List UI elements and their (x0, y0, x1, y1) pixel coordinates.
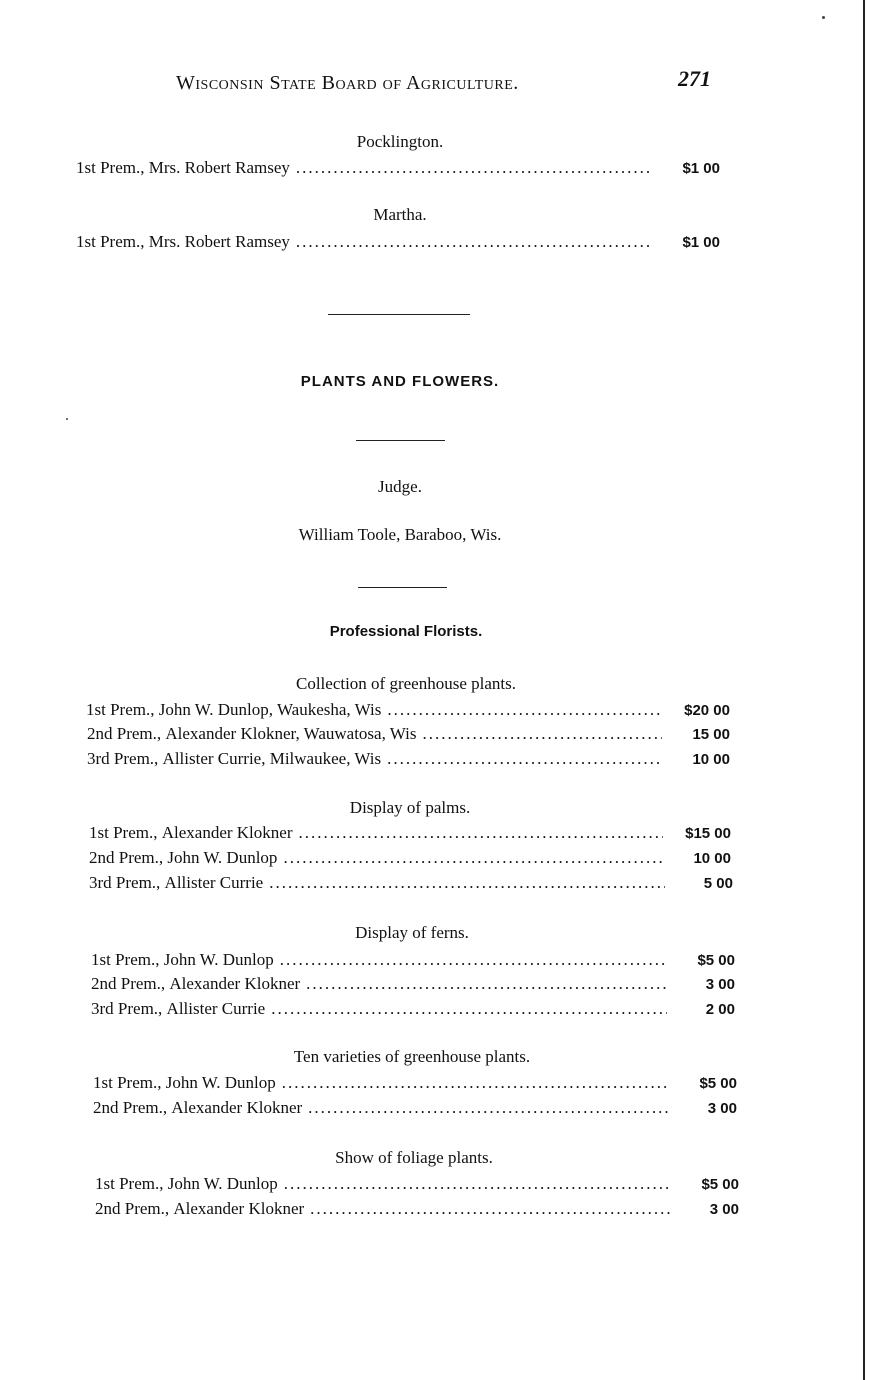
award-amount: 5 00 (703, 875, 733, 892)
award-winner: Alexander Klokner (161, 823, 293, 842)
award-winner: Alexander Klokner, Wauwatosa, Wis (165, 724, 417, 743)
award-entry (95, 1174, 739, 1194)
award-amount: 3 00 (707, 1100, 737, 1117)
award-entry (87, 749, 730, 769)
dot-leader (299, 823, 664, 843)
award-place: 3rd Prem., (89, 873, 161, 892)
scan-speck (822, 16, 825, 19)
award-place: 2nd Prem., (95, 1199, 170, 1218)
award-amount: $1 00 (682, 160, 720, 177)
award-amount: $5 00 (699, 1075, 737, 1092)
award-place: 1st Prem., (91, 950, 160, 969)
department-title: PLANTS AND FLOWERS. (300, 373, 500, 390)
award-winner: Alexander Klokner (169, 974, 301, 993)
running-title: Wisconsin State Board of Agriculture. (176, 72, 519, 94)
award-winner: Alexander Klokner (171, 1098, 303, 1117)
divider-rule (356, 440, 445, 441)
award-winner: Allister Currie (164, 873, 264, 892)
award-winner: John W. Dunlop (167, 848, 278, 867)
award-winner: John W. Dunlop (165, 1073, 276, 1092)
dot-leader (271, 999, 667, 1019)
award-amount: $5 00 (701, 1176, 739, 1193)
award-entry (89, 823, 731, 843)
award-winner: Allister Currie (166, 999, 266, 1018)
award-winner: John W. Dunlop (163, 950, 274, 969)
award-amount: 15 00 (692, 726, 730, 743)
award-winner: Mrs. Robert Ramsey (148, 232, 290, 251)
award-entry (95, 1199, 739, 1219)
dot-leader (387, 749, 662, 769)
dot-leader (280, 950, 667, 970)
award-winner: John W. Dunlop (167, 1174, 278, 1193)
award-winner: Mrs. Robert Ramsey (148, 158, 290, 177)
dot-leader (296, 158, 652, 178)
section-title: Show of foliage plants. (335, 1148, 493, 1167)
award-place: 2nd Prem., (91, 974, 166, 993)
page-edge (863, 0, 865, 1380)
award-entry (91, 974, 735, 994)
dot-leader (296, 232, 652, 252)
dot-leader (283, 848, 663, 868)
award-entry (91, 950, 735, 970)
award-amount: $20 00 (684, 702, 730, 719)
section-title: Pocklington. (356, 132, 444, 151)
award-place: 2nd Prem., (89, 848, 164, 867)
judge-label: Judge. (378, 477, 422, 496)
award-place: 1st Prem., (86, 700, 155, 719)
divider-rule (328, 314, 470, 315)
dot-leader (284, 1174, 671, 1194)
award-place: 1st Prem., (95, 1174, 164, 1193)
section-title: Ten varieties of greenhouse plants. (293, 1047, 531, 1066)
class-title: Professional Florists. (329, 623, 483, 640)
award-amount: $15 00 (685, 825, 731, 842)
award-entry (86, 700, 730, 720)
award-amount: $1 00 (682, 234, 720, 251)
dot-leader (269, 873, 665, 893)
award-place: 3rd Prem., (91, 999, 163, 1018)
award-entry (93, 1098, 737, 1118)
award-amount: 2 00 (705, 1001, 735, 1018)
section-title: Display of ferns. (355, 923, 469, 942)
award-winner: Alexander Klokner (173, 1199, 305, 1218)
judge-name: William Toole, Baraboo, Wis. (298, 525, 502, 544)
award-entry (89, 848, 731, 868)
award-place: 1st Prem., (76, 232, 145, 251)
award-amount: $5 00 (697, 952, 735, 969)
page-number: 271 (678, 66, 711, 91)
dot-leader (282, 1073, 669, 1093)
dot-leader (306, 974, 667, 994)
award-place: 1st Prem., (76, 158, 145, 177)
divider-rule (358, 587, 447, 588)
award-entry (93, 1073, 737, 1093)
award-place: 3rd Prem., (87, 749, 159, 768)
award-place: 1st Prem., (93, 1073, 162, 1092)
award-place: 2nd Prem., (87, 724, 162, 743)
award-winner: Allister Currie, Milwaukee, Wis (162, 749, 382, 768)
section-title: Display of palms. (349, 798, 471, 817)
award-entry (76, 232, 720, 252)
award-entry (91, 999, 735, 1019)
award-place: 1st Prem., (89, 823, 158, 842)
award-amount: 10 00 (692, 751, 730, 768)
section-title: Collection of greenhouse plants. (295, 674, 516, 693)
award-entry (87, 724, 730, 744)
award-entry (76, 158, 720, 178)
dot-leader (310, 1199, 671, 1219)
award-amount: 3 00 (709, 1201, 739, 1218)
dot-leader (423, 724, 663, 744)
award-entry (89, 873, 733, 893)
award-amount: 3 00 (705, 976, 735, 993)
scan-speck (66, 418, 68, 420)
award-place: 2nd Prem., (93, 1098, 168, 1117)
dot-leader (387, 700, 662, 720)
dot-leader (308, 1098, 669, 1118)
award-winner: John W. Dunlop, Waukesha, Wis (158, 700, 382, 719)
award-amount: 10 00 (693, 850, 731, 867)
section-title: Martha. (373, 205, 427, 224)
